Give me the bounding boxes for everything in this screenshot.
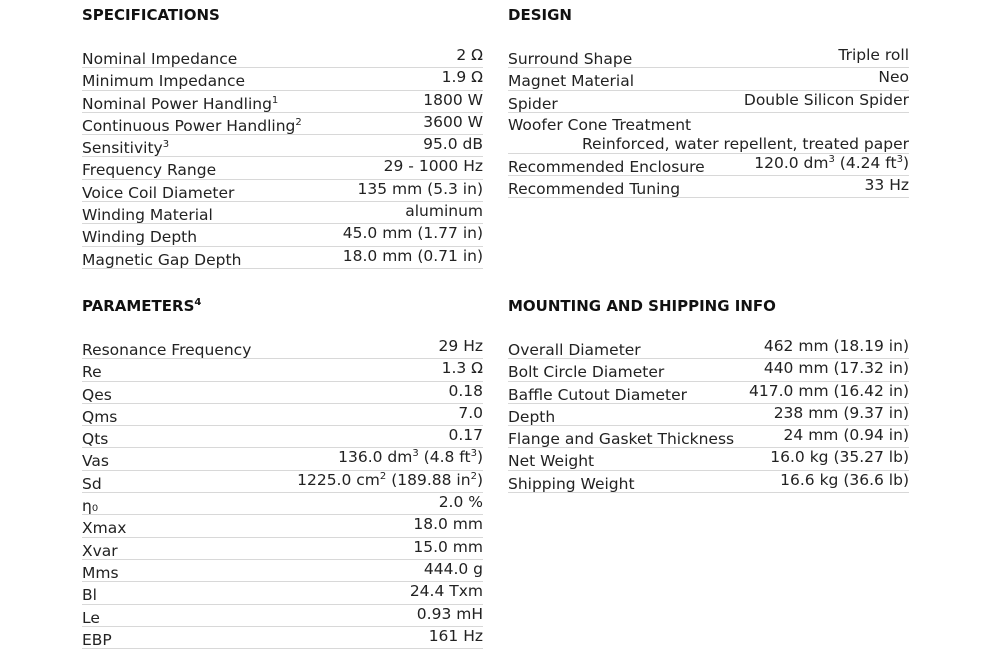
superscript: 2 [470, 470, 477, 482]
param-row-xvar [82, 538, 483, 560]
footnote-ref: 4 [194, 297, 202, 308]
row-value: 417.0 mm (16.42 in) [749, 381, 909, 400]
row-label: Magnetic Gap Depth [82, 250, 242, 269]
row-value: 95.0 dB [423, 135, 483, 154]
row-label-wrap [82, 113, 302, 135]
design-row-spider [508, 91, 909, 113]
spec-row-continuous-power-handling [82, 113, 483, 135]
row-label: Winding Depth [82, 228, 198, 247]
row-label: Minimum Impedance [82, 72, 246, 91]
row-value: 15.0 mm [413, 537, 483, 556]
footnote-ref: 2 [295, 116, 302, 128]
row-value: 33 Hz [864, 176, 909, 195]
row-value: 7.0 [458, 403, 483, 422]
row-label: Voice Coil Diameter [82, 183, 235, 202]
mount-row-shipping-weight [508, 471, 909, 493]
row-label: Winding Material [82, 206, 213, 225]
row-label: Flange and Gasket Thickness [508, 430, 735, 449]
row-value-part: ) [902, 153, 909, 172]
row-value: 0.93 mH [416, 604, 483, 623]
spec-row-frequency-range [82, 157, 483, 179]
row-value: 2 Ω [456, 46, 483, 64]
mount-row-depth [508, 404, 909, 426]
row-label: Qes [82, 385, 112, 404]
spec-row-winding-material [82, 202, 483, 224]
row-value: 24 mm (0.94 in) [783, 426, 909, 445]
superscript: 3 [412, 448, 419, 460]
spec-row-minimum-impedance [82, 68, 483, 90]
specifications-title: SPECIFICATIONS [82, 6, 220, 24]
mount-row-flange-gasket-thickness [508, 426, 909, 448]
row-label: Shipping Weight [508, 474, 635, 493]
design-row-recommended-enclosure [508, 154, 909, 176]
row-label: Qms [82, 407, 118, 426]
row-label: Le [82, 608, 100, 627]
row-value-part: (4.8 ft [418, 448, 471, 467]
row-label: Overall Diameter [508, 341, 641, 359]
row-value: 444.0 g [423, 559, 483, 578]
row-value-part: ) [476, 448, 483, 467]
row-label: Recommended Tuning [508, 180, 681, 199]
superscript: 3 [896, 153, 903, 165]
row-value: 16.6 kg (36.6 lb) [780, 470, 909, 489]
parameters-table [82, 337, 483, 649]
param-row-qts [82, 426, 483, 448]
footnote-ref: 1 [271, 94, 279, 106]
param-row-eta0 [82, 493, 483, 515]
mount-row-bolt-circle-diameter [508, 359, 909, 381]
spec-row-voice-coil-diameter [82, 180, 483, 202]
row-value: 29 - 1000 Hz [383, 157, 483, 176]
row-label: Continuous Power Handling [82, 116, 296, 135]
row-value: 3600 W [423, 112, 483, 131]
specifications-section [82, 6, 483, 269]
design-row-surround-shape [508, 46, 909, 68]
row-value: Triple roll [838, 46, 909, 64]
superscript: 2 [379, 470, 387, 482]
row-label: Xvar [82, 541, 118, 560]
design-table [508, 46, 909, 198]
design-section [508, 6, 909, 198]
spec-row-nominal-impedance [82, 46, 483, 68]
row-label: Recommended Enclosure [508, 157, 705, 176]
row-label: Nominal Impedance [82, 50, 238, 68]
row-label: Vas [82, 452, 109, 471]
spec-row-magnetic-gap-depth [82, 247, 483, 269]
row-label: Woofer Cone Treatment [508, 115, 692, 134]
row-value: 0.18 [448, 381, 483, 400]
param-row-ebp [82, 627, 483, 649]
row-label: Nominal Power Handling [82, 94, 272, 113]
parameters-title: PARAMETERS [82, 297, 195, 315]
superscript: 3 [828, 153, 835, 165]
row-value-part: 1225.0 cm [297, 470, 380, 489]
row-label: Qts [82, 430, 109, 449]
row-value-part: 120.0 dm [754, 153, 829, 172]
row-label: Sd [82, 474, 102, 493]
mounting-table [508, 337, 909, 493]
param-row-vas [82, 448, 483, 470]
row-value: 18.0 mm (0.71 in) [342, 246, 483, 265]
row-label: Xmax [82, 519, 127, 538]
row-value-part: 136.0 dm [338, 448, 413, 467]
param-row-bl [82, 582, 483, 604]
spec-row-nominal-power-handling [82, 91, 483, 113]
row-label: Re [82, 363, 102, 382]
design-row-magnet-material [508, 68, 909, 90]
row-value: 0.17 [448, 426, 483, 445]
row-label: Frequency Range [82, 161, 217, 180]
mount-row-net-weight [508, 448, 909, 470]
row-value-part: ) [476, 470, 483, 489]
row-value: Reinforced, water repellent, treated paper [581, 134, 909, 153]
param-row-sd [82, 471, 483, 493]
row-label: Baffle Cutout Diameter [508, 385, 687, 404]
row-value: 1.3 Ω [441, 359, 483, 378]
superscript: 3 [470, 448, 477, 460]
spec-row-sensitivity [82, 135, 483, 157]
row-label: Mms [82, 563, 119, 582]
design-row-woofer-cone-treatment [508, 113, 909, 154]
row-value: 135 mm (5.3 in) [357, 179, 483, 198]
row-value-part: (4.24 ft [834, 153, 897, 172]
mount-row-baffle-cutout-diameter [508, 382, 909, 404]
row-value-wrap [338, 448, 483, 466]
row-label: Resonance Frequency [82, 341, 252, 359]
row-value: 16.0 kg (35.27 lb) [770, 448, 909, 467]
row-label: Net Weight [508, 452, 595, 471]
row-label-wrap [82, 91, 278, 113]
row-value: 2.0 % [438, 493, 483, 512]
param-row-resonance-frequency [82, 337, 483, 359]
mount-row-overall-diameter [508, 337, 909, 359]
param-row-qes [82, 382, 483, 404]
row-value: 1.9 Ω [441, 68, 483, 87]
param-row-qms [82, 404, 483, 426]
specifications-table [82, 46, 483, 269]
spec-row-winding-depth [82, 224, 483, 246]
param-row-re [82, 359, 483, 381]
row-value: 18.0 mm [413, 515, 483, 534]
parameters-title-wrap [82, 297, 483, 315]
row-value: 1800 W [423, 90, 483, 109]
parameters-section [82, 297, 483, 649]
row-value: 161 Hz [428, 626, 483, 645]
mounting-title: MOUNTING AND SHIPPING INFO [508, 297, 776, 315]
param-row-mms [82, 560, 483, 582]
row-value-wrap [297, 471, 483, 489]
row-value: Neo [878, 68, 909, 87]
row-label: η₀ [82, 497, 99, 516]
design-title: DESIGN [508, 6, 572, 24]
design-row-recommended-tuning [508, 176, 909, 198]
mounting-section [508, 297, 909, 493]
param-row-xmax [82, 515, 483, 537]
param-row-le [82, 605, 483, 627]
row-label: Bl [82, 586, 97, 605]
row-label: Sensitivity [82, 139, 163, 158]
row-label-wrap [82, 135, 169, 157]
row-value: aluminum [405, 202, 483, 221]
row-value-wrap [754, 154, 909, 172]
row-value: 29 Hz [438, 337, 483, 355]
row-label: Bolt Circle Diameter [508, 363, 665, 382]
row-value: 440 mm (17.32 in) [763, 359, 909, 378]
footnote-ref: 3 [162, 139, 170, 151]
row-label: Surround Shape [508, 50, 633, 68]
row-value: 462 mm (18.19 in) [763, 337, 909, 355]
row-label: EBP [82, 630, 112, 649]
row-label: Depth [508, 407, 556, 426]
row-value: Double Silicon Spider [743, 90, 909, 109]
row-value-part: (189.88 in [386, 470, 471, 489]
row-label: Spider [508, 94, 558, 113]
row-value: 24.4 Txm [409, 582, 483, 601]
row-value: 45.0 mm (1.77 in) [342, 224, 483, 243]
row-value: 238 mm (9.37 in) [773, 403, 909, 422]
row-label: Magnet Material [508, 72, 635, 91]
